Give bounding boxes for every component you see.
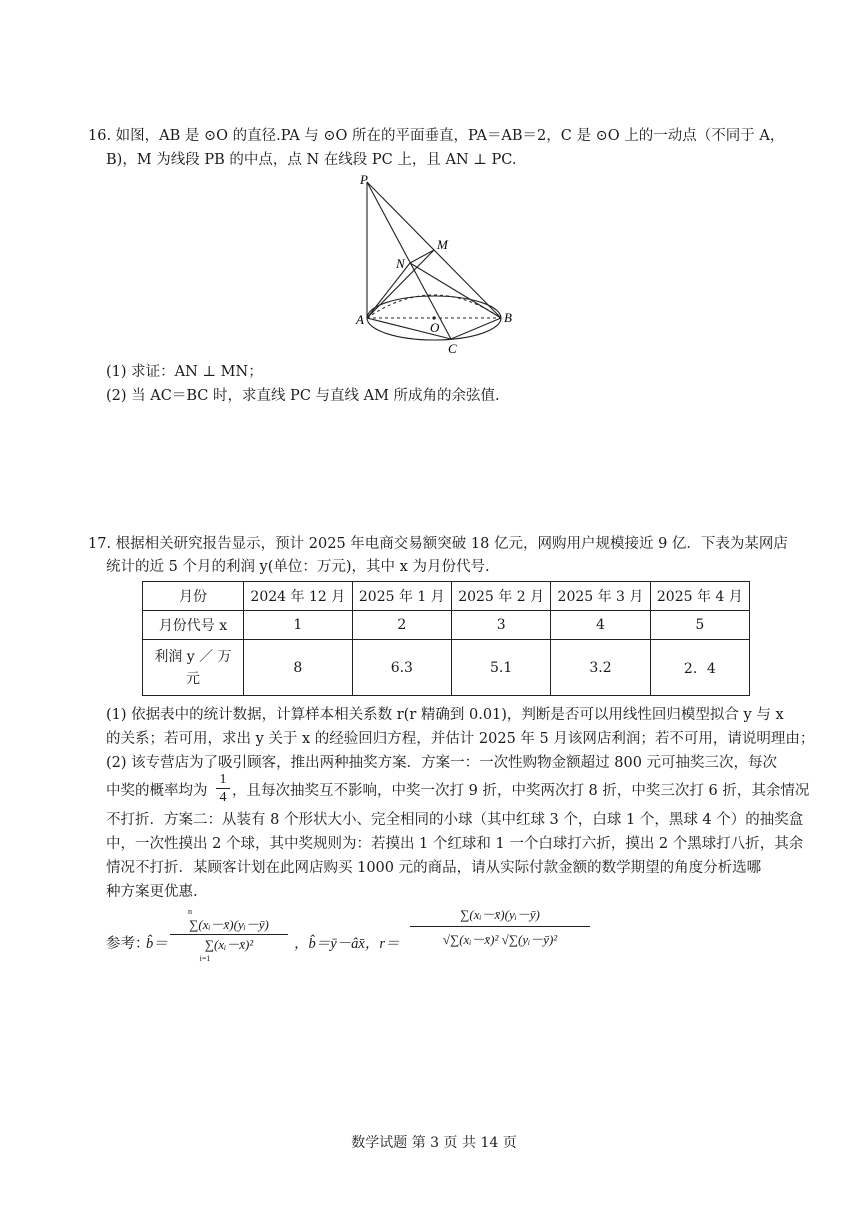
table-cell <box>143 640 244 696</box>
q17-p2-line5: 情况不打折．某顾客计划在此网店购买 1000 元的商品，请从实际付款金额的数学期望的角度分析选哪 <box>106 860 762 876</box>
label-B: B <box>504 310 512 325</box>
table-row <box>143 640 750 696</box>
page-footer: 数学试题 第 3 页 共 14 页 <box>351 1135 517 1151</box>
ref-b-denominator: ∑(xᵢ－x̄)² <box>204 937 254 952</box>
ref-label: 参考： <box>106 936 150 952</box>
q17-p2-line3: 不打折．方案二：从装有 8 个形状大小、完全相同的小球（其中红球 3 个，白球 1 个，黑球 4 个）的抽奖盒 <box>106 812 804 828</box>
table-cell: 3 <box>451 611 550 640</box>
table-cell: 2．4 <box>650 640 749 696</box>
ref-r-denominator: √∑(xᵢ－x̄)² √∑(yᵢ－ȳ)² <box>442 932 558 947</box>
q17-p2-line6: 种方案更优惠. <box>106 884 198 900</box>
q16-line2: B)，M 为线段 PB 的中点，点 N 在线段 PC 上，且 AN ⊥ PC. <box>106 152 517 168</box>
label-M: M <box>437 237 448 252</box>
table-cell: 2025 年 2 月 <box>451 582 550 611</box>
label-C: C <box>448 341 457 356</box>
q17-p2-line2b: ，且每次抽奖互不影响，中奖一次打 9 折，中奖两次打 8 折，中奖三次打 6 折，其余情况 <box>232 783 810 799</box>
fraction-numerator: 1 <box>216 771 230 789</box>
table-cell: 1 <box>244 611 353 640</box>
q17-intro2: 统计的近 5 个月的利润 y(单位：万元)，其中 x 为月份代号. <box>106 559 490 575</box>
sum-upper: n <box>188 907 192 916</box>
ref-mid: ，b̂＝ȳ－âx̄，r＝ <box>294 936 400 952</box>
q17-p2-line2a: 中奖的概率均为 <box>106 783 208 799</box>
label-O: O <box>430 320 440 335</box>
table-cell: 4 <box>551 611 650 640</box>
table-cell: 2 <box>352 611 451 640</box>
table-cell: 5 <box>650 611 749 640</box>
q17-p1-line1: (1) 依据表中的统计数据，计算样本相关系数 r(r 精确到 0.01)，判断是否可以用线性回归模型拟合 y 与 x <box>106 707 784 723</box>
q16-part1: (1) 求证：AN ⊥ MN； <box>106 364 263 380</box>
ref-r-fraction <box>410 904 590 953</box>
fraction-one-quarter <box>216 771 230 806</box>
table-cell: 月份代号 x <box>143 611 244 640</box>
profit-label-line1: 利润 y ／ 万 <box>154 648 232 665</box>
table-cell: 月份 <box>143 582 244 611</box>
table-row <box>143 582 750 611</box>
q16-figure <box>350 172 530 358</box>
table-cell: 6.3 <box>352 640 451 696</box>
label-A: A <box>356 312 364 327</box>
table-cell: 2025 年 1 月 <box>352 582 451 611</box>
q17-p1-line2: 的关系；若可用，求出 y 关于 x 的经验回归方程，并估计 2025 年 5 月该网店利润；若不可用，请说明理由； <box>106 731 815 747</box>
label-N: N <box>396 256 405 271</box>
profit-table <box>142 581 750 696</box>
q17-p2-line1: (2) 该专营店为了吸引顾客，推出两种抽奖方案．方案一：一次性购物金额超过 800 元可抽奖三次，每次 <box>106 755 778 771</box>
label-P: P <box>360 172 368 187</box>
ref-r-numerator: ∑(xᵢ－x̄)(yᵢ－ȳ) <box>410 904 590 927</box>
table-cell: 8 <box>244 640 353 696</box>
q17-p2-line4: 中，一次性摸出 2 个球，其中奖规则为：若摸出 1 个红球和 1 一个白球打六折，摸出 2 个黑球打八折，其余 <box>106 836 804 852</box>
q16-line1: 16. 如图，AB 是 ⊙O 的直径.PA 与 ⊙O 所在的平面垂直，PA＝AB＝2，C 是 ⊙O 上的一动点（不同于 A， <box>88 128 785 144</box>
ref-b-fraction <box>170 908 288 963</box>
table-cell: 5.1 <box>451 640 550 696</box>
profit-label-line2: 元 <box>186 670 200 687</box>
table-cell: 2024 年 12 月 <box>244 582 353 611</box>
sum-lower: i=1 <box>199 954 211 963</box>
table-cell: 2025 年 4 月 <box>650 582 749 611</box>
q17-intro1: 17. 根据相关研究报告显示，预计 2025 年电商交易额突破 18 亿元，网购用户规模接近 9 亿．下表为某网店 <box>88 536 788 552</box>
ref-b-hat: b̂＝ <box>146 936 168 952</box>
table-row <box>143 611 750 640</box>
ref-b-numerator: ∑(xᵢ－x̄)(yᵢ－ȳ) <box>170 916 288 935</box>
fraction-denominator: 4 <box>219 790 227 805</box>
table-cell: 3.2 <box>551 640 650 696</box>
q16-part2: (2) 当 AC＝BC 时，求直线 PC 与直线 AM 所成角的余弦值. <box>106 388 500 404</box>
table-cell: 2025 年 3 月 <box>551 582 650 611</box>
